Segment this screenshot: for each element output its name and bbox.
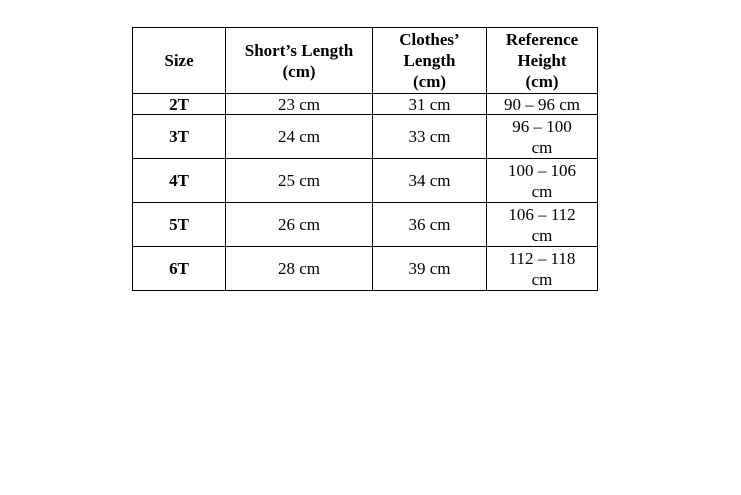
header-shorts-length: Short’s Length (cm) bbox=[226, 28, 373, 94]
clothes-length-cell: 31 cm bbox=[373, 94, 487, 115]
table-row bbox=[133, 159, 598, 203]
table-row bbox=[133, 115, 598, 159]
table-row bbox=[133, 94, 598, 115]
shorts-length-cell: 26 cm bbox=[226, 203, 373, 247]
header-clothes-length: Clothes’ Length (cm) bbox=[373, 28, 487, 94]
reference-height-cell: 90 – 96 cm bbox=[487, 94, 598, 115]
clothes-length-cell: 39 cm bbox=[373, 247, 487, 291]
shorts-length-cell: 24 cm bbox=[226, 115, 373, 159]
table-header-row bbox=[133, 28, 598, 94]
size-chart-table bbox=[132, 27, 598, 291]
reference-height-cell: 96 – 100 cm bbox=[487, 115, 598, 159]
shorts-length-cell: 23 cm bbox=[226, 94, 373, 115]
clothes-length-cell: 33 cm bbox=[373, 115, 487, 159]
header-size: Size bbox=[133, 28, 226, 94]
shorts-length-cell: 28 cm bbox=[226, 247, 373, 291]
size-cell: 2T bbox=[133, 94, 226, 115]
header-reference-height: Reference Height (cm) bbox=[487, 28, 598, 94]
size-cell: 3T bbox=[133, 115, 226, 159]
size-cell: 4T bbox=[133, 159, 226, 203]
reference-height-cell: 100 – 106 cm bbox=[487, 159, 598, 203]
clothes-length-cell: 34 cm bbox=[373, 159, 487, 203]
table-row bbox=[133, 203, 598, 247]
size-cell: 5T bbox=[133, 203, 226, 247]
clothes-length-cell: 36 cm bbox=[373, 203, 487, 247]
size-cell: 6T bbox=[133, 247, 226, 291]
table-row bbox=[133, 247, 598, 291]
reference-height-cell: 112 – 118 cm bbox=[487, 247, 598, 291]
reference-height-cell: 106 – 112 cm bbox=[487, 203, 598, 247]
shorts-length-cell: 25 cm bbox=[226, 159, 373, 203]
